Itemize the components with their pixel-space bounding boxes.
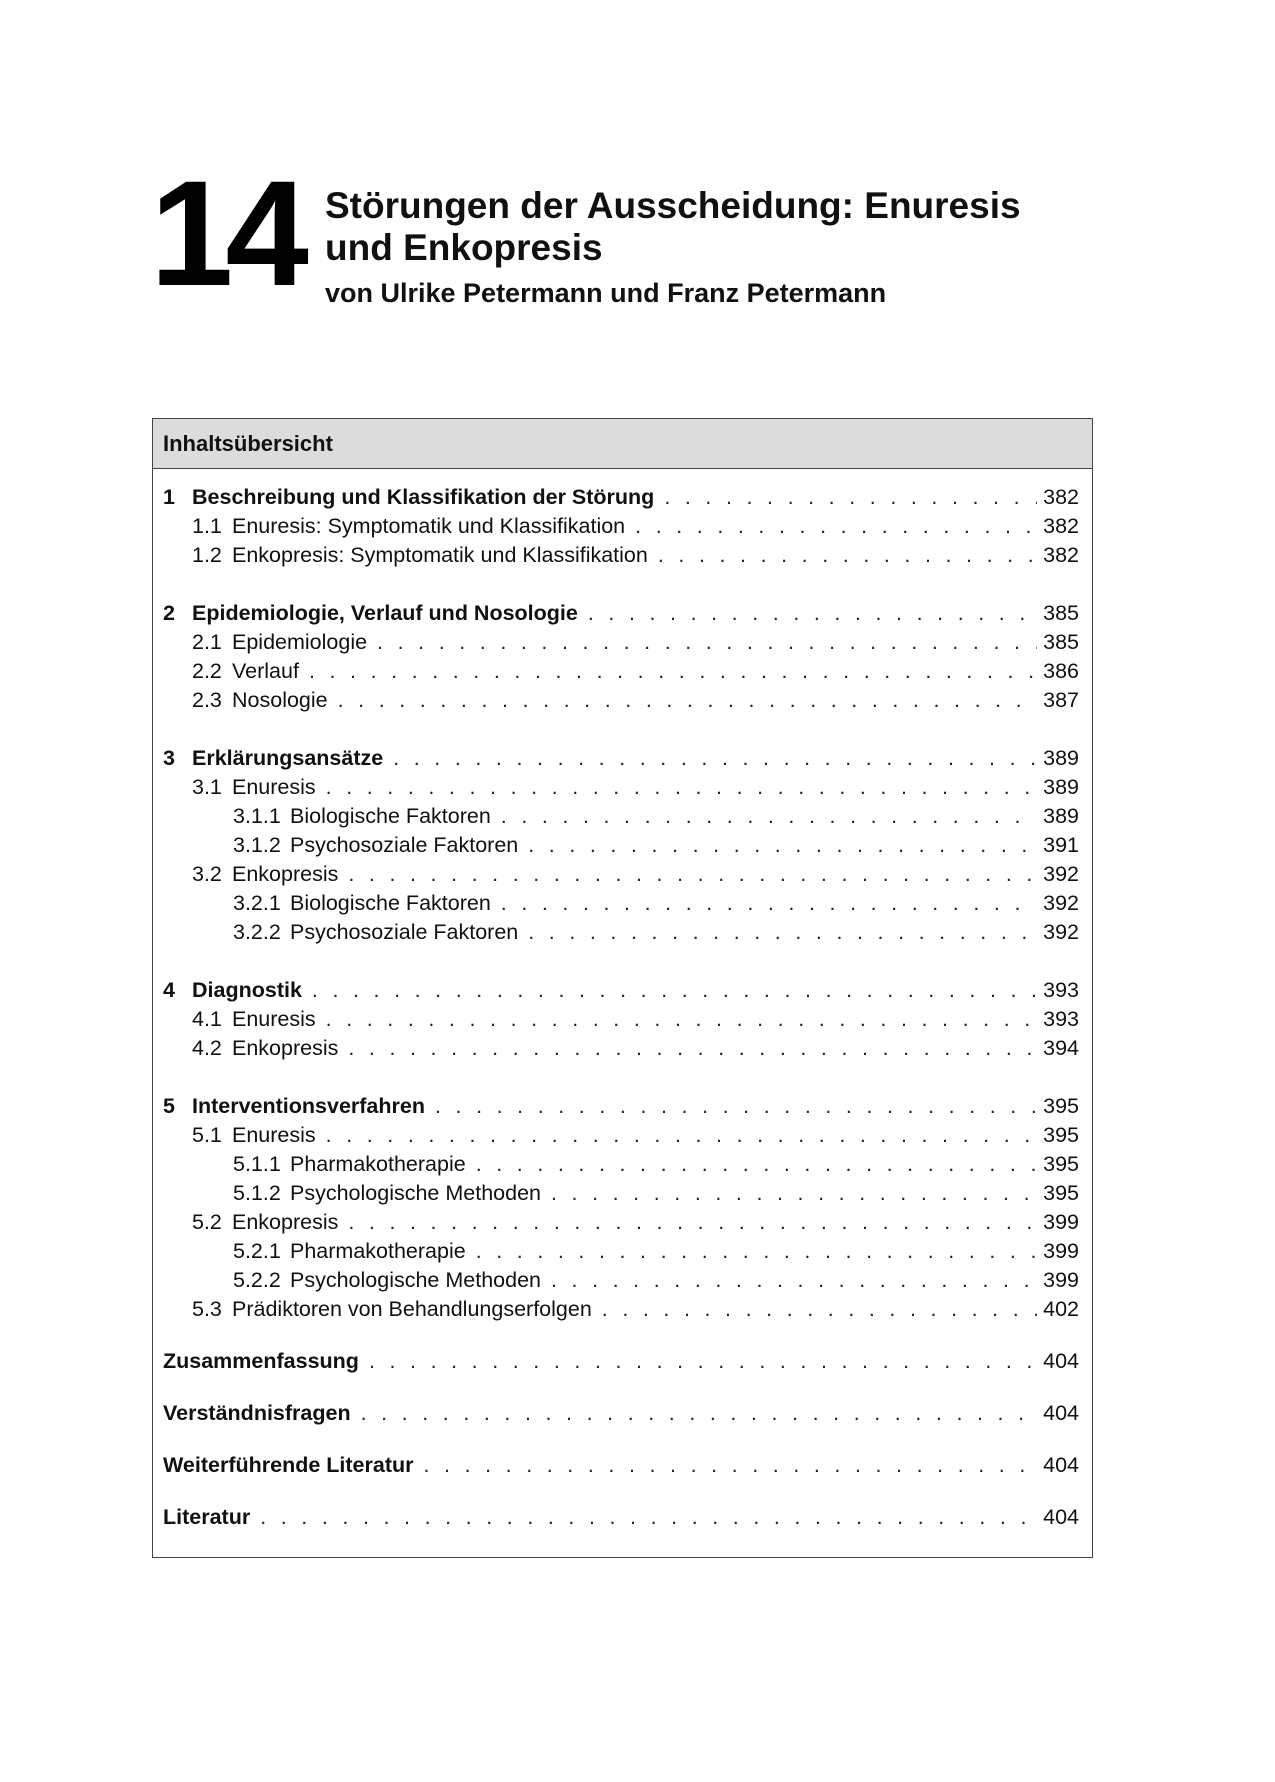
- toc-page-number: 399: [1043, 1239, 1079, 1263]
- toc-subsubsection[interactable]: [163, 1179, 1079, 1208]
- toc-subsection[interactable]: [163, 657, 1079, 686]
- toc-page-number: 404: [1043, 1349, 1079, 1373]
- toc-leader-dots: [551, 1179, 1037, 1208]
- toc-subsection-number: 5.2: [192, 1210, 222, 1234]
- toc-spacer: [163, 570, 1079, 599]
- toc-backmatter-title: Zusammenfassung: [163, 1349, 359, 1373]
- toc-leader-dots: [361, 1399, 1037, 1428]
- toc-section-title: Interventionsverfahren: [192, 1094, 425, 1118]
- toc-leader-dots: [602, 1295, 1037, 1324]
- toc-subsection-number: 4.2: [192, 1036, 222, 1060]
- toc-page-number: 382: [1043, 543, 1079, 567]
- toc-backmatter-title: Verständnisfragen: [163, 1401, 351, 1425]
- toc-section-number: 2: [163, 601, 175, 625]
- toc-subsubsection-number: 5.2.2: [233, 1268, 281, 1292]
- toc-subsubsection-title: Pharmakotherapie: [290, 1239, 466, 1263]
- toc-leader-dots: [501, 802, 1037, 831]
- toc-page-number: 392: [1043, 920, 1079, 944]
- toc-leader-dots: [309, 657, 1037, 686]
- toc-leader-dots: [588, 599, 1037, 628]
- toc-subsection-number: 2.2: [192, 659, 222, 683]
- toc-backmatter-entry[interactable]: [163, 1503, 1079, 1532]
- toc-spacer: [163, 1480, 1079, 1503]
- toc-section-title: Diagnostik: [192, 978, 302, 1002]
- toc-page-number: 382: [1043, 485, 1079, 509]
- toc-page-number: 404: [1043, 1505, 1079, 1529]
- toc-section-number: 3: [163, 746, 175, 770]
- toc-page-number: 387: [1043, 688, 1079, 712]
- toc-page-number: 402: [1043, 1297, 1079, 1321]
- toc-subsubsection[interactable]: [163, 831, 1079, 860]
- toc-leader-dots: [326, 1005, 1037, 1034]
- toc-page-number: 404: [1043, 1453, 1079, 1477]
- toc-subsubsection[interactable]: [163, 1150, 1079, 1179]
- toc-subsubsection[interactable]: [163, 1237, 1079, 1266]
- toc-subsubsection[interactable]: [163, 1266, 1079, 1295]
- toc-subsubsection-title: Pharmakotherapie: [290, 1152, 466, 1176]
- toc-leader-dots: [393, 744, 1037, 773]
- toc-page-number: 389: [1043, 746, 1079, 770]
- toc-subsubsection-title: Psychologische Methoden: [290, 1181, 541, 1205]
- toc-list: [153, 469, 1092, 1532]
- toc-backmatter-entry[interactable]: [163, 1347, 1079, 1376]
- toc-page-number: 386: [1043, 659, 1079, 683]
- toc-subsection-number: 5.1: [192, 1123, 222, 1147]
- toc-leader-dots: [423, 1451, 1037, 1480]
- toc-page-number: 399: [1043, 1210, 1079, 1234]
- toc-page-number: 395: [1043, 1181, 1079, 1205]
- toc-backmatter-entry[interactable]: [163, 1399, 1079, 1428]
- toc-page-number: 382: [1043, 514, 1079, 538]
- toc-subsection-title: Enuresis: Symptomatik und Klassifikation: [232, 514, 626, 538]
- toc-leader-dots: [658, 541, 1037, 570]
- toc-subsection-number: 2.3: [192, 688, 222, 712]
- toc-leader-dots: [435, 1092, 1037, 1121]
- toc-leader-dots: [476, 1237, 1037, 1266]
- toc-subsection-number: 3.2: [192, 862, 222, 886]
- toc-page-number: 385: [1043, 601, 1079, 625]
- toc-backmatter-entry[interactable]: [163, 1451, 1079, 1480]
- toc-page-number: 391: [1043, 833, 1079, 857]
- toc-section-number: 4: [163, 978, 175, 1002]
- toc-leader-dots: [348, 1208, 1037, 1237]
- toc-section-number: 1: [163, 485, 175, 509]
- toc-subsection-title: Enkopresis: Symptomatik und Klassifikation: [232, 543, 648, 567]
- toc-page-number: 399: [1043, 1268, 1079, 1292]
- toc-subsubsection-number: 3.2.2: [233, 920, 281, 944]
- table-of-contents: [152, 418, 1093, 1558]
- toc-subsection-title: Epidemiologie: [232, 630, 368, 654]
- toc-subsubsection-title: Biologische Faktoren: [290, 891, 491, 915]
- toc-leader-dots: [476, 1150, 1037, 1179]
- toc-spacer: [163, 947, 1079, 976]
- toc-subsection[interactable]: [163, 512, 1079, 541]
- toc-subsection-number: 1.1: [192, 514, 222, 538]
- toc-subsubsection-number: 3.2.1: [233, 891, 281, 915]
- toc-subsubsection-title: Psychosoziale Faktoren: [290, 833, 519, 857]
- toc-leader-dots: [528, 918, 1037, 947]
- toc-subsection-number: 2.1: [192, 630, 222, 654]
- toc-subsection-title: Enuresis: [232, 1123, 316, 1147]
- toc-page-number: 394: [1043, 1036, 1079, 1060]
- toc-subsection[interactable]: [163, 1034, 1079, 1063]
- toc-subsection-title: Prädiktoren von Behandlungserfolgen: [232, 1297, 592, 1321]
- toc-subsubsection-number: 5.2.1: [233, 1239, 281, 1263]
- toc-spacer: [163, 1324, 1079, 1347]
- toc-leader-dots: [664, 483, 1037, 512]
- chapter-authors: von Ulrike Petermann und Franz Petermann: [325, 278, 887, 308]
- toc-subsection-title: Enkopresis: [232, 1210, 339, 1234]
- toc-leader-dots: [312, 976, 1037, 1005]
- toc-page-number: 395: [1043, 1123, 1079, 1147]
- toc-spacer: [163, 1376, 1079, 1399]
- toc-subsubsection-number: 3.1.2: [233, 833, 281, 857]
- toc-subsection-number: 5.3: [192, 1297, 222, 1321]
- toc-subsection-title: Enkopresis: [232, 862, 339, 886]
- toc-backmatter-title: Weiterführende Literatur: [163, 1453, 414, 1477]
- toc-subsubsection-title: Psychologische Methoden: [290, 1268, 541, 1292]
- toc-subsection[interactable]: [163, 686, 1079, 715]
- toc-subsection[interactable]: [163, 1295, 1079, 1324]
- toc-spacer: [163, 1428, 1079, 1451]
- toc-subsection[interactable]: [163, 860, 1079, 889]
- toc-section-title: Epidemiologie, Verlauf und Nosologie: [192, 601, 578, 625]
- toc-subsection-title: Enuresis: [232, 775, 316, 799]
- toc-page-number: 389: [1043, 804, 1079, 828]
- toc-section[interactable]: [163, 976, 1079, 1005]
- toc-subsubsection-number: 3.1.1: [233, 804, 281, 828]
- toc-section[interactable]: [163, 483, 1079, 512]
- toc-subsection-number: 4.1: [192, 1007, 222, 1031]
- toc-leader-dots: [528, 831, 1037, 860]
- toc-page-number: 395: [1043, 1152, 1079, 1176]
- toc-subsection-title: Verlauf: [232, 659, 299, 683]
- toc-page-number: 393: [1043, 978, 1079, 1002]
- toc-subsection-number: 1.2: [192, 543, 222, 567]
- toc-section-title: Beschreibung und Klassifikation der Störung: [192, 485, 655, 509]
- toc-leader-dots: [369, 1347, 1037, 1376]
- toc-leader-dots: [326, 773, 1037, 802]
- toc-section-number: 5: [163, 1094, 175, 1118]
- toc-page-number: 392: [1043, 891, 1079, 915]
- toc-leader-dots: [501, 889, 1037, 918]
- toc-leader-dots: [326, 1121, 1037, 1150]
- toc-subsubsection-title: Biologische Faktoren: [290, 804, 491, 828]
- toc-leader-dots: [260, 1503, 1037, 1532]
- toc-leader-dots: [551, 1266, 1037, 1295]
- toc-page-number: 389: [1043, 775, 1079, 799]
- toc-backmatter-title: Literatur: [163, 1505, 251, 1529]
- toc-section[interactable]: [163, 599, 1079, 628]
- toc-subsubsection-number: 5.1.2: [233, 1181, 281, 1205]
- toc-leader-dots: [338, 686, 1037, 715]
- toc-page-number: 395: [1043, 1094, 1079, 1118]
- toc-leader-dots: [377, 628, 1037, 657]
- toc-subsection-title: Enuresis: [232, 1007, 316, 1031]
- toc-subsection[interactable]: [163, 773, 1079, 802]
- toc-section[interactable]: [163, 1092, 1079, 1121]
- toc-heading: Inhaltsübersicht: [153, 419, 1092, 469]
- toc-leader-dots: [348, 860, 1037, 889]
- toc-page-number: 404: [1043, 1401, 1079, 1425]
- toc-subsubsection[interactable]: [163, 918, 1079, 947]
- toc-subsection[interactable]: [163, 1208, 1079, 1237]
- toc-spacer: [163, 1063, 1079, 1092]
- toc-subsection-title: Nosologie: [232, 688, 328, 712]
- toc-section-title: Erklärungsansätze: [192, 746, 384, 770]
- toc-subsection-title: Enkopresis: [232, 1036, 339, 1060]
- toc-subsubsection-number: 5.1.1: [233, 1152, 281, 1176]
- toc-section[interactable]: [163, 744, 1079, 773]
- toc-subsubsection-title: Psychosoziale Faktoren: [290, 920, 519, 944]
- toc-subsubsection[interactable]: [163, 889, 1079, 918]
- toc-subsubsection[interactable]: [163, 802, 1079, 831]
- toc-subsection-number: 3.1: [192, 775, 222, 799]
- toc-leader-dots: [348, 1034, 1037, 1063]
- chapter-number: 14: [150, 149, 301, 317]
- toc-subsection[interactable]: [163, 628, 1079, 657]
- toc-page-number: 392: [1043, 862, 1079, 886]
- toc-spacer: [163, 715, 1079, 744]
- toc-subsection[interactable]: [163, 541, 1079, 570]
- chapter-title: Störungen der Ausscheidung: Enuresis und Enkopresis: [325, 185, 1021, 268]
- toc-leader-dots: [635, 512, 1037, 541]
- toc-subsection[interactable]: [163, 1121, 1079, 1150]
- toc-page-number: 385: [1043, 630, 1079, 654]
- toc-page-number: 393: [1043, 1007, 1079, 1031]
- toc-subsection[interactable]: [163, 1005, 1079, 1034]
